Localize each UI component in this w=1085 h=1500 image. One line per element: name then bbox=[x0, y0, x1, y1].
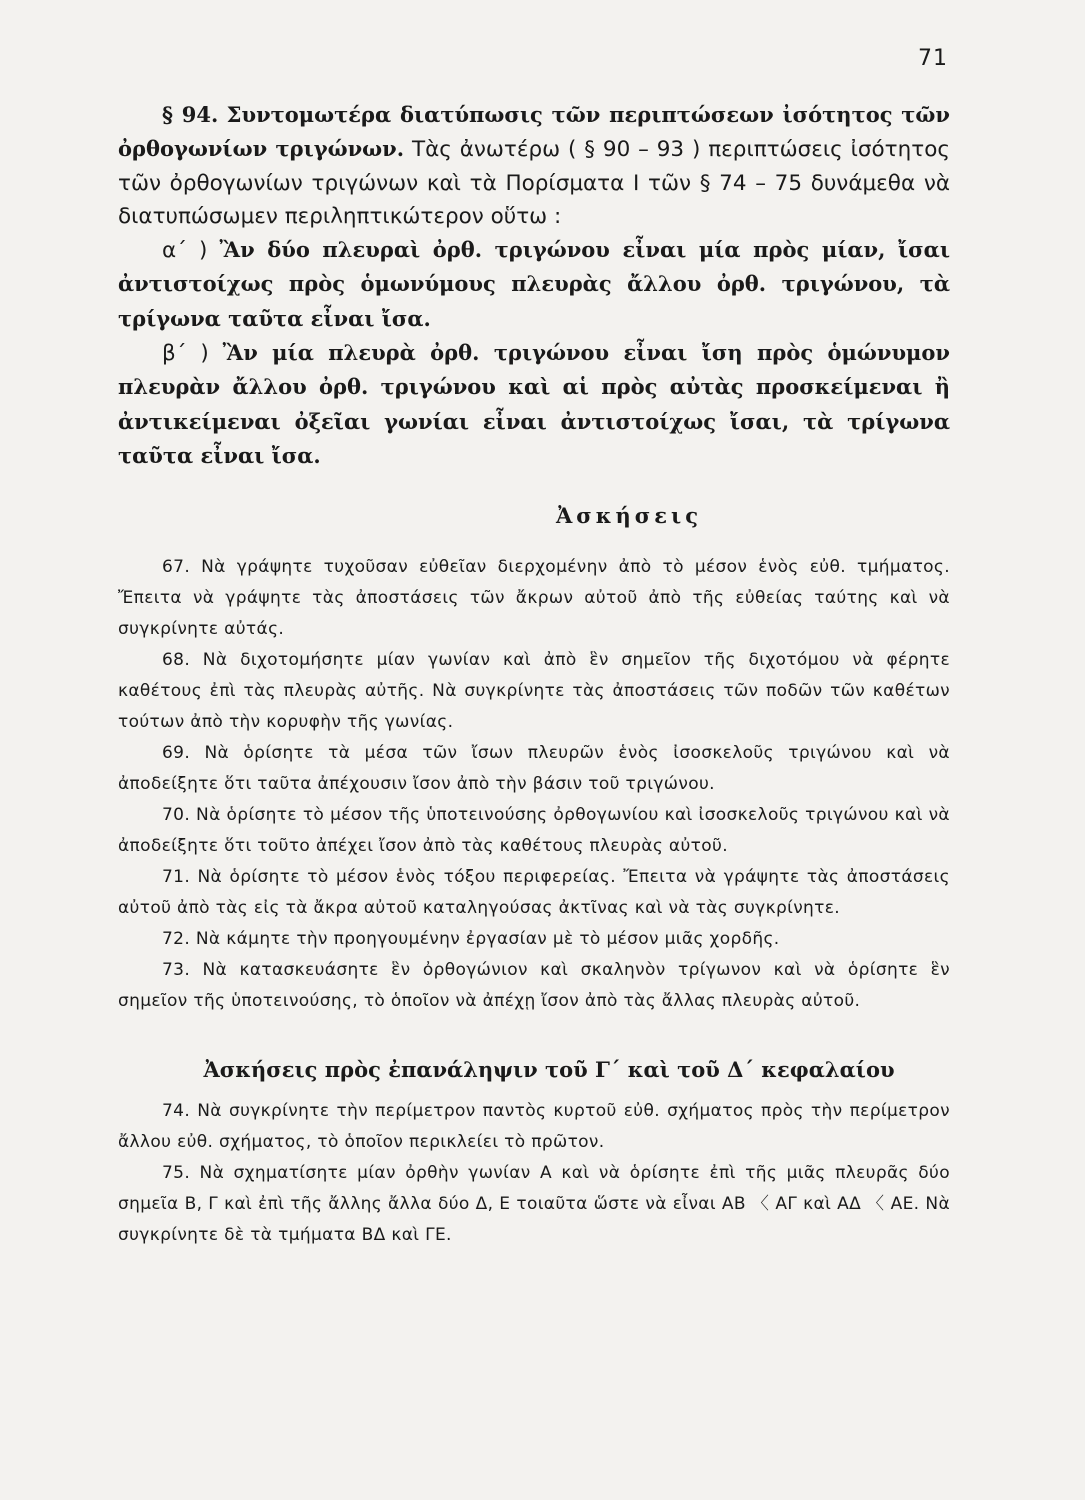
exercise-item bbox=[118, 1158, 950, 1251]
case-label: β΄ ) bbox=[162, 341, 209, 367]
exercises-heading: Ἀσκήσεις bbox=[556, 503, 702, 529]
exercise-item bbox=[118, 924, 950, 955]
case-text: Ἂν δύο πλευραὶ ὀρθ. τριγώνου εἶναι μία πρὸς μίαν, ἴσαι ἀντιστοίχως πρὸς ὁμωνύμους πλευρὰς ἄλλου ὀρθ. τριγώνου, τὰ τρίγωνα ταῦτα εἶναι ἴσα. bbox=[118, 237, 950, 331]
exercise-number: 69. bbox=[162, 743, 191, 764]
exercise-text: Νὰ ὁρίσητε τὸ μέσον ἑνὸς τόξου περιφερείας. Ἔπειτα νὰ γράψητε τὰς ἀποστάσεις αὐτοῦ ἀπὸ τὰς εἰς τὰ ἄκρα αὐτοῦ καταληγούσας ἀκτῖνας καὶ νὰ τὰς συγκρίνητε. bbox=[118, 867, 950, 919]
case-label: α΄ ) bbox=[162, 238, 208, 264]
exercise-number: 68. bbox=[162, 650, 191, 671]
section-paragraph bbox=[118, 98, 950, 233]
exercise-item bbox=[118, 738, 950, 800]
exercise-text: Νὰ συγκρίνητε τὴν περίμετρον παντὸς κυρτοῦ εὐθ. σχήματος πρὸς τὴν περίμετρον ἄλλου εὐθ. σχήματος, τὸ ὁποῖον περικλείει τὸ πρῶτον. bbox=[118, 1101, 950, 1153]
exercise-item bbox=[118, 955, 950, 1017]
exercise-text: Νὰ διχοτομήσητε μίαν γωνίαν καὶ ἀπὸ ἓν σημεῖον τῆς διχοτόμου νὰ φέρητε καθέτους ἐπὶ τὰς πλευρὰς αὐτῆς. Νὰ συγκρίνητε τὰς ἀποστάσεις τῶν ποδῶν τῶν καθέτων τούτων ἀπὸ τὴν κορυφὴν τῆς γωνίας. bbox=[118, 650, 950, 733]
exercise-item bbox=[118, 552, 950, 645]
exercise-text: Νὰ κατασκευάσητε ἓν ὀρθογώνιον καὶ σκαληνὸν τρίγωνον καὶ νὰ ὁρίσητε ἓν σημεῖον τῆς ὑποτεινούσης, τὸ ὁποῖον νὰ ἀπέχῃ ἴσον ἀπὸ τὰς ἄλλας πλευρὰς αὐτοῦ. bbox=[118, 960, 950, 1012]
section-intro: Τὰς ἀνωτέρω ( § 90 – 93 ) περιπτώσεις ἰσότητος τῶν ὀρθογωνίων τριγώνων καὶ τὰ Πορίσματα Ι τῶν § 74 – 75 δυνάμεθα νὰ διατυπώσωμεν περιληπτικώτερον οὕτω : bbox=[118, 137, 950, 229]
case-alpha bbox=[118, 233, 950, 336]
exercise-item bbox=[118, 645, 950, 738]
exercise-number: 73. bbox=[162, 960, 191, 981]
exercise-text: Νὰ ὁρίσητε τὸ μέσον τῆς ὑποτεινούσης ὀρθογωνίου καὶ ἰσοσκελοῦς τριγώνου καὶ νὰ ἀποδείξητε ὅτι τοῦτο ἀπέχει ἴσον ἀπὸ τὰς καθέτους πλευρὰς αὐτοῦ. bbox=[118, 805, 950, 857]
review-heading: Ἀσκήσεις πρὸς ἐπανάληψιν τοῦ Γ΄ καὶ τοῦ Δ΄ κεφαλαίου bbox=[203, 1057, 895, 1083]
case-beta bbox=[118, 336, 950, 473]
exercise-number: 74. bbox=[162, 1101, 191, 1122]
exercise-number: 75. bbox=[162, 1163, 191, 1184]
section-title: Συντομωτέρα διατύπωσις τῶν περιπτώσεων ἰσότητος τῶν ὀρθογωνίων τριγώνων. bbox=[118, 102, 950, 162]
exercise-number: 72. bbox=[162, 929, 191, 950]
exercise-item bbox=[118, 862, 950, 924]
exercise-text: Νὰ κάμητε τὴν προηγουμένην ἐργασίαν μὲ τὸ μέσον μιᾶς χορδῆς. bbox=[195, 929, 780, 950]
exercise-item bbox=[118, 800, 950, 862]
exercise-text: Νὰ γράψητε τυχοῦσαν εὐθεῖαν διερχομένην ἀπὸ τὸ μέσον ἑνὸς εὐθ. τμήματος. Ἔπειτα νὰ γράψητε τὰς ἀποστάσεις τῶν ἄκρων αὐτοῦ ἀπὸ τῆς εὐθείας ταύτης καὶ νὰ συγκρίνητε αὐτάς. bbox=[118, 557, 950, 640]
case-text: Ἂν μία πλευρὰ ὀρθ. τριγώνου εἶναι ἴση πρὸς ὁμώνυμον πλευρὰν ἄλλου ὀρθ. τριγώνου καὶ αἱ πρὸς αὐτὰς προσκείμεναι ἢ ἀντικείμεναι ὀξεῖαι γωνίαι εἶναι ἀντιστοίχως ἴσαι, τὰ τρίγωνα ταῦτα εἶναι ἴσα. bbox=[118, 340, 950, 468]
page-content bbox=[118, 98, 950, 1251]
exercise-item bbox=[118, 1096, 950, 1158]
section-number: § 94. bbox=[162, 102, 219, 127]
exercise-text: Νὰ σχηματίσητε μίαν ὀρθὴν γωνίαν Α καὶ νὰ ὁρίσητε ἐπὶ τῆς μιᾶς πλευρᾶς δύο σημεῖα Β, Γ καὶ ἐπὶ τῆς ἄλλης ἄλλα δύο Δ, Ε τοιαῦτα ὥστε νὰ εἶναι ΑΒ 〈 ΑΓ καὶ ΑΔ 〈 ΑΕ. Νὰ συγκρίνητε δὲ τὰ τμήματα ΒΔ καὶ ΓΕ. bbox=[118, 1163, 950, 1246]
review-exercise-list bbox=[118, 1096, 950, 1251]
exercise-number: 71. bbox=[162, 867, 191, 888]
exercise-number: 67. bbox=[162, 557, 191, 578]
exercise-list bbox=[118, 552, 950, 1017]
exercise-text: Νὰ ὁρίσητε τὰ μέσα τῶν ἴσων πλευρῶν ἑνὸς ἰσοσκελοῦς τριγώνου καὶ νὰ ἀποδείξητε ὅτι ταῦτα ἀπέχουσιν ἴσον ἀπὸ τὴν βάσιν τοῦ τριγώνου. bbox=[118, 743, 950, 795]
exercise-number: 70. bbox=[162, 805, 191, 826]
page-number: 71 bbox=[918, 46, 948, 71]
